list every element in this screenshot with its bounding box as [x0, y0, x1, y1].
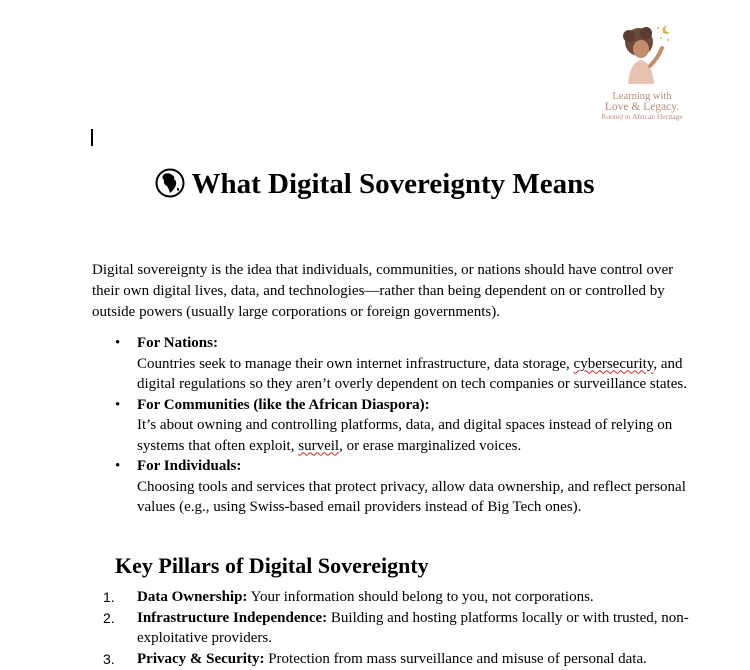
list-number: 2. — [103, 609, 115, 626]
list-item — [137, 456, 712, 518]
bullet-heading: • For Communities (like the African Diaspora): — [137, 396, 430, 413]
pillar-text: Your information should belong to you, not corporations. — [247, 589, 594, 605]
list-item — [137, 333, 712, 395]
bullet-text — [137, 354, 712, 395]
list-number: 3. — [103, 650, 115, 667]
bullet-text — [137, 415, 712, 456]
section-heading: Key Pillars of Digital Sovereignty — [115, 553, 429, 578]
list-item — [103, 649, 712, 670]
logo-line-3: Rooted in African Heritage — [601, 112, 683, 121]
bullet-text-part: , or erase marginalized voices. — [339, 437, 522, 454]
page-title — [0, 166, 750, 207]
pillars-list — [103, 587, 712, 669]
bullet-list — [137, 333, 712, 518]
list-item — [137, 395, 712, 457]
text-cursor — [91, 129, 93, 146]
globe-africa-icon — [155, 168, 185, 207]
pillar-label: Privacy & Security: — [137, 650, 265, 667]
logo-line-1: Learning with — [612, 91, 672, 102]
pillar-text: Protection from mass surveillance and misuse of personal data. — [264, 650, 647, 667]
spellcheck-word[interactable]: cybersecurity — [573, 355, 654, 372]
bullet-heading: • For Individuals: — [137, 458, 242, 474]
logo-line-2: Love & Legacy. — [604, 101, 680, 113]
list-item — [103, 587, 712, 608]
title-text: What Digital Sovereignty Means — [191, 168, 595, 200]
brand-logo — [594, 22, 690, 122]
list-number: 1. — [103, 589, 115, 605]
child-illustration-icon — [612, 22, 672, 88]
bullet-text-part: It’s about owning and controlling platforms, data, and digital spaces instead of relying on systems that often exploit, — [137, 417, 673, 454]
bullet-text: Choosing tools and services that protect privacy, allow data ownership, and reflect personal values (e.g., using Swiss-based email providers instead of Big Tech ones). — [137, 478, 686, 515]
list-item — [103, 608, 712, 649]
bullet-heading: • For Nations: — [137, 335, 218, 351]
spellcheck-word[interactable]: surveil — [298, 437, 340, 454]
bullet-text-part: , and digital regulations so they aren’t overly dependent on tech companies or surveillance states. — [137, 355, 687, 392]
intro-paragraph: Digital sovereignty is the idea that individuals, communities, or nations should have control over their own digital lives, data, and technologies—rather than being dependent on or controlled by outside powers (usually large corporations or foreign governments). — [92, 262, 674, 320]
pillar-label: Data Ownership: — [137, 589, 248, 605]
pillar-label: Infrastructure Independence: — [137, 609, 328, 626]
bullet-text-part: Countries seek to manage their own internet infrastructure, data storage, — [137, 355, 574, 372]
pillar-text: Building and hosting platforms locally or with trusted, non-exploitative providers. — [137, 609, 689, 646]
